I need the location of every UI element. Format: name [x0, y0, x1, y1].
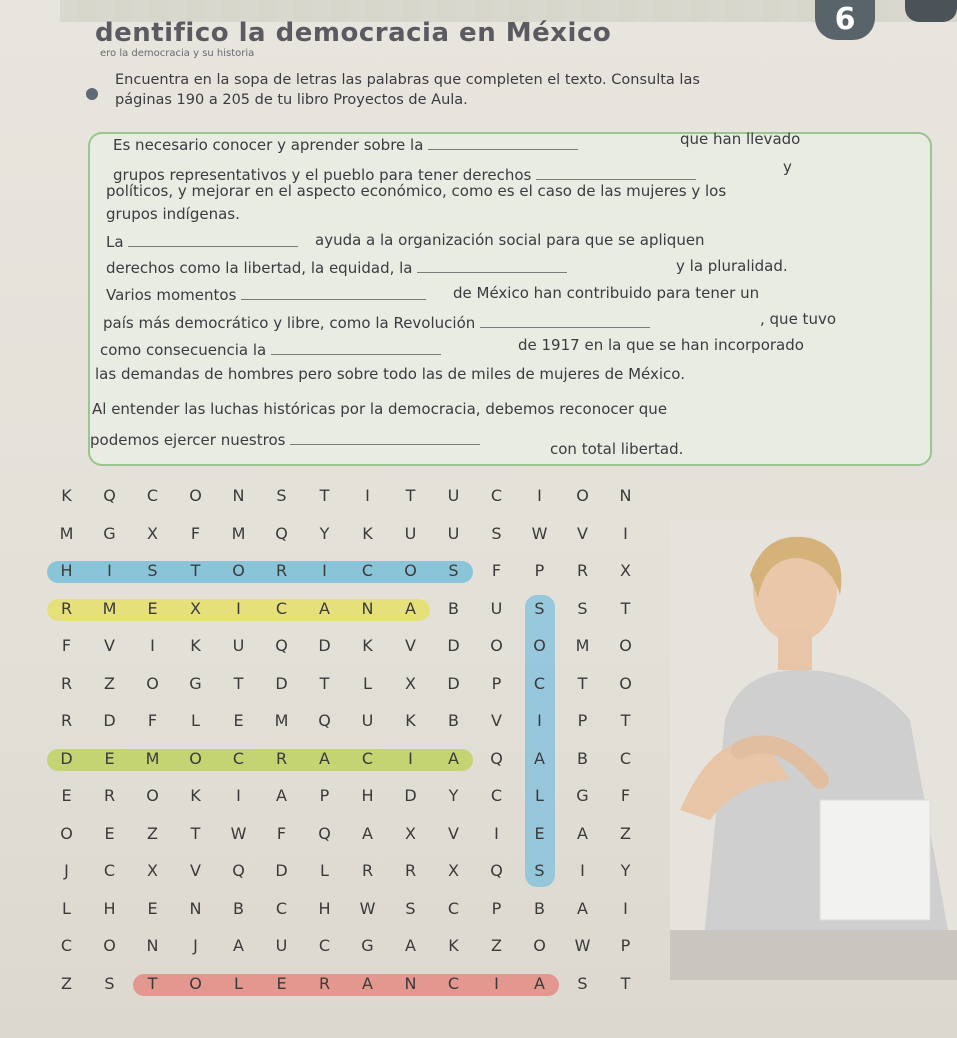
grid-letter[interactable]: Q	[318, 711, 331, 730]
grid-letter[interactable]: L	[191, 711, 200, 730]
grid-letter[interactable]: O	[533, 636, 546, 655]
grid-letter[interactable]: R	[60, 673, 73, 693]
grid-letter[interactable]: Q	[490, 748, 503, 768]
answer-blank[interactable]	[536, 165, 696, 180]
grid-letter[interactable]: D	[60, 748, 73, 768]
page-subtitle: ero la democracia y su historia	[100, 48, 255, 59]
tab-shape	[905, 0, 957, 22]
grid-letter[interactable]: Q	[103, 486, 116, 505]
grid-letter[interactable]: A	[405, 598, 416, 618]
grid-letter[interactable]: O	[232, 561, 245, 580]
grid-letter[interactable]: M	[102, 598, 117, 618]
grid-letter[interactable]: T	[620, 711, 631, 730]
answer-blank[interactable]	[128, 232, 298, 247]
grid-letter[interactable]: R	[361, 861, 374, 880]
grid-letter[interactable]: X	[620, 561, 631, 580]
text-line: las demandas de hombres pero sobre todo las de miles de mujeres de México.	[95, 365, 685, 383]
answer-blank[interactable]	[417, 258, 567, 273]
grid-letter[interactable]: C	[146, 486, 159, 505]
grid-letter[interactable]: F	[61, 636, 72, 655]
grid-letter[interactable]: P	[577, 711, 588, 730]
grid-letter[interactable]: U	[275, 936, 288, 955]
grid-letter[interactable]: X	[448, 861, 459, 880]
grid-letter[interactable]: T	[147, 973, 158, 993]
grid-letter[interactable]: W	[230, 823, 247, 843]
grid-letter[interactable]: P	[319, 786, 330, 805]
grid-letter[interactable]: I	[322, 561, 327, 580]
grid-letter[interactable]: B	[448, 598, 459, 618]
grid-letter[interactable]: C	[60, 936, 73, 955]
grid-letter[interactable]: E	[104, 823, 115, 843]
grid-letter[interactable]: A	[319, 598, 330, 618]
grid-letter[interactable]: J	[64, 861, 69, 880]
grid-letter[interactable]: M	[575, 636, 590, 655]
grid-letter[interactable]: O	[619, 673, 632, 693]
grid-letter[interactable]: G	[576, 786, 589, 805]
grid-letter[interactable]: V	[448, 823, 459, 843]
grid-letter[interactable]: T	[233, 673, 244, 693]
grid-letter[interactable]: O	[60, 823, 73, 843]
grid-letter[interactable]: Z	[147, 823, 158, 843]
grid-letter[interactable]: T	[620, 598, 631, 618]
grid-letter[interactable]: N	[619, 486, 632, 505]
text-line: grupos representativos y el pueblo para tener derechos	[113, 165, 696, 184]
text-line: y	[783, 158, 792, 176]
grid-letter[interactable]: J	[193, 936, 198, 955]
grid-letter[interactable]: L	[320, 861, 329, 880]
grid-letter[interactable]: U	[232, 636, 245, 655]
grid-letter[interactable]: N	[232, 486, 245, 505]
grid-letter[interactable]: V	[104, 636, 115, 655]
grid-letter[interactable]: B	[448, 711, 459, 730]
grid-letter[interactable]: R	[60, 598, 73, 618]
grid-letter[interactable]: T	[319, 673, 330, 693]
grid-letter[interactable]: I	[494, 973, 499, 993]
grid-letter[interactable]: X	[147, 523, 158, 543]
grid-letter[interactable]: O	[189, 748, 202, 768]
grid-letter[interactable]: C	[490, 786, 503, 805]
grid-letter[interactable]: E	[104, 748, 115, 768]
grid-letter[interactable]: Z	[620, 823, 631, 843]
grid-letter[interactable]: A	[534, 973, 545, 993]
grid-letter[interactable]: C	[619, 748, 632, 768]
grid-letter[interactable]: E	[61, 786, 72, 805]
text-line: de México han contribuido para tener un	[453, 284, 760, 302]
text-line: La	[106, 232, 298, 251]
grid-letter[interactable]: D	[318, 636, 331, 655]
text-line: ayuda a la organización social para que se apliquen	[315, 231, 705, 249]
grid-letter[interactable]: T	[190, 823, 201, 843]
grid-letter[interactable]: I	[623, 898, 628, 918]
grid-letter[interactable]: Q	[490, 861, 503, 880]
grid-letter[interactable]: R	[576, 561, 589, 580]
grid-letter[interactable]: O	[146, 673, 159, 693]
grid-letter[interactable]: S	[534, 861, 545, 880]
grid-letter[interactable]: W	[574, 936, 591, 955]
grid-letter[interactable]: K	[190, 636, 201, 655]
grid-letter[interactable]: V	[405, 636, 416, 655]
grid-letter[interactable]: P	[620, 936, 631, 955]
grid-letter[interactable]: F	[276, 823, 287, 843]
grid-letter[interactable]: C	[275, 598, 288, 618]
grid-letter[interactable]: O	[533, 936, 546, 955]
grid-letter[interactable]: O	[404, 561, 417, 580]
grid-letter[interactable]: W	[359, 898, 376, 918]
grid-letter[interactable]: K	[405, 711, 416, 730]
text-line: que han llevado	[680, 130, 801, 148]
text-line: políticos, y mejorar en el aspecto económico, como es el caso de las mujeres y los	[106, 182, 727, 200]
grid-letter[interactable]: E	[147, 898, 158, 918]
grid-letter[interactable]: A	[233, 936, 244, 955]
grid-letter[interactable]: O	[146, 786, 159, 805]
grid-letter[interactable]: T	[319, 486, 330, 505]
text-line: y la pluralidad.	[676, 257, 788, 275]
grid-letter[interactable]: T	[190, 561, 201, 580]
grid-letter[interactable]: Z	[61, 973, 72, 993]
text-line: Al entender las luchas históricas por la democracia, debemos reconocer que	[92, 400, 668, 418]
text-line: podemos ejercer nuestros	[90, 430, 480, 449]
grid-letter[interactable]: B	[534, 898, 545, 918]
grid-letter[interactable]: F	[190, 523, 201, 543]
grid-letter[interactable]: U	[490, 598, 503, 618]
grid-letter[interactable]: T	[577, 673, 588, 693]
grid-letter[interactable]: D	[275, 673, 288, 693]
grid-letter[interactable]: N	[404, 973, 417, 993]
grid-letter[interactable]: S	[491, 523, 502, 543]
grid-letter[interactable]: R	[275, 561, 288, 580]
grid-letter[interactable]: A	[577, 898, 588, 918]
grid-letter[interactable]: S	[405, 898, 416, 918]
grid-letter[interactable]: N	[146, 936, 159, 955]
grid-letter[interactable]: N	[189, 898, 202, 918]
grid-letter[interactable]: C	[447, 973, 460, 993]
grid-letter[interactable]: M	[274, 711, 289, 730]
grid-letter[interactable]: C	[232, 748, 245, 768]
grid-letter[interactable]: V	[577, 523, 588, 543]
grid-letter[interactable]: Q	[232, 861, 245, 880]
grid-letter[interactable]: L	[363, 673, 372, 693]
grid-letter[interactable]: C	[103, 861, 116, 880]
grid-letter[interactable]: Q	[318, 823, 331, 843]
grid-letter[interactable]: I	[494, 823, 499, 843]
grid-letter[interactable]: Q	[275, 523, 288, 543]
grid-letter[interactable]: Y	[319, 523, 330, 543]
grid-letter[interactable]: C	[490, 486, 503, 505]
grid-letter[interactable]: A	[362, 823, 373, 843]
grid-letter[interactable]: I	[408, 748, 413, 768]
grid-letter[interactable]: D	[447, 636, 460, 655]
grid-letter[interactable]: F	[491, 561, 502, 580]
grid-letter[interactable]: S	[577, 598, 588, 618]
answer-blank[interactable]	[271, 340, 441, 355]
grid-letter[interactable]: R	[103, 786, 116, 805]
grid-letter[interactable]: M	[59, 523, 74, 543]
grid-letter[interactable]: Q	[275, 636, 288, 655]
text-line: país más democrático y libre, como la Revolución	[103, 313, 650, 332]
grid-letter[interactable]: L	[234, 973, 243, 993]
grid-letter[interactable]: L	[535, 786, 544, 805]
text-line: derechos como la libertad, la equidad, la	[106, 258, 567, 277]
grid-letter[interactable]: S	[276, 486, 287, 505]
grid-letter[interactable]: A	[405, 936, 416, 955]
grid-letter[interactable]: M	[231, 523, 246, 543]
grid-letter[interactable]: S	[448, 561, 459, 580]
grid-letter[interactable]: A	[577, 823, 588, 843]
bullet-icon	[86, 88, 98, 100]
grid-letter[interactable]: B	[233, 898, 244, 918]
grid-letter[interactable]: V	[491, 711, 502, 730]
grid-letter[interactable]: K	[448, 936, 459, 955]
grid-letter[interactable]: F	[147, 711, 158, 730]
grid-letter[interactable]: P	[491, 898, 502, 918]
grid-letter[interactable]: K	[190, 786, 201, 805]
grid-letter[interactable]: S	[534, 598, 545, 618]
grid-letter[interactable]: U	[447, 523, 460, 543]
grade-badge: 6	[815, 0, 875, 40]
grid-letter[interactable]: G	[103, 523, 116, 543]
grid-letter[interactable]: D	[103, 711, 116, 730]
grid-letter[interactable]: S	[147, 561, 158, 580]
grid-letter[interactable]: P	[491, 673, 502, 693]
grid-letter[interactable]: O	[189, 486, 202, 505]
grid-letter[interactable]: P	[534, 561, 545, 580]
grid-letter[interactable]: E	[276, 973, 287, 993]
grid-letter[interactable]: I	[150, 636, 155, 655]
grid-letter[interactable]: H	[361, 786, 374, 805]
grid-letter[interactable]: I	[365, 486, 370, 505]
grid-letter[interactable]: U	[404, 523, 417, 543]
grid-letter[interactable]: C	[533, 673, 546, 693]
grid-letter[interactable]: R	[275, 748, 288, 768]
word-search-grid[interactable]	[45, 478, 660, 1008]
grid-letter[interactable]: K	[61, 486, 72, 505]
grid-letter[interactable]: Y	[620, 861, 631, 880]
grid-letter[interactable]: G	[189, 673, 202, 693]
grid-letter[interactable]: I	[623, 523, 628, 543]
grid-letter[interactable]: K	[362, 636, 373, 655]
grid-letter[interactable]: X	[405, 673, 416, 693]
grid-letter[interactable]: W	[531, 523, 548, 543]
text-line: , que tuvo	[760, 310, 837, 328]
grid-letter[interactable]: I	[537, 711, 542, 730]
text-line: grupos indígenas.	[106, 205, 240, 223]
grid-letter[interactable]: N	[361, 598, 374, 618]
instructions	[115, 70, 815, 110]
grid-letter[interactable]: M	[145, 748, 160, 768]
grid-letter[interactable]: C	[361, 561, 374, 580]
grid-letter[interactable]: D	[404, 786, 417, 805]
grid-letter[interactable]: O	[619, 636, 632, 655]
grid-letter[interactable]: E	[147, 598, 158, 618]
grid-letter[interactable]: D	[275, 861, 288, 880]
grid-letter[interactable]: I	[580, 861, 585, 880]
grid-letter[interactable]: A	[319, 748, 330, 768]
grid-letter[interactable]: I	[236, 786, 241, 805]
grid-letter[interactable]: R	[404, 861, 417, 880]
grid-letter[interactable]: U	[447, 486, 460, 505]
grid-letter[interactable]: I	[236, 598, 241, 618]
answer-blank[interactable]	[428, 135, 578, 150]
grid-letter[interactable]: I	[107, 561, 112, 580]
instruction-line-1: Encuentra en la sopa de letras las palabras que completen el texto. Consulta las	[115, 72, 700, 88]
grid-letter[interactable]: O	[189, 973, 202, 993]
grid-letter[interactable]: S	[577, 973, 588, 993]
grid-letter[interactable]: O	[103, 936, 116, 955]
grid-letter[interactable]: B	[577, 748, 588, 768]
woman-voting-photo	[670, 520, 957, 980]
grid-letter[interactable]: Y	[448, 786, 459, 805]
text-line: Varios momentos	[106, 285, 426, 304]
grid-letter[interactable]: C	[447, 898, 460, 918]
grid-letter[interactable]: O	[490, 636, 503, 655]
grid-letter[interactable]: X	[147, 861, 158, 880]
text-line: con total libertad.	[550, 440, 684, 458]
grid-letter[interactable]: Z	[491, 936, 502, 955]
grid-letter[interactable]: F	[620, 786, 631, 805]
instruction-line-2: páginas 190 a 205 de tu libro Proyectos de Aula.	[115, 92, 468, 108]
grid-letter[interactable]: H	[103, 898, 116, 918]
grid-letter[interactable]: A	[448, 748, 459, 768]
grid-letter[interactable]: S	[104, 973, 115, 993]
grid-letter[interactable]: A	[362, 973, 373, 993]
page-title: dentifico la democracia en México	[95, 18, 612, 48]
grid-letter[interactable]: A	[276, 786, 287, 805]
grid-letter[interactable]: V	[190, 861, 201, 880]
grid-letter[interactable]: H	[60, 561, 73, 580]
grid-letter[interactable]: O	[576, 486, 589, 505]
grid-letter[interactable]: A	[534, 748, 545, 768]
grid-letter[interactable]: R	[60, 711, 73, 730]
text-line: de 1917 en la que se han incorporado	[518, 336, 804, 354]
grid-letter[interactable]: X	[190, 598, 201, 618]
grid-letter[interactable]: T	[405, 486, 416, 505]
grid-letter[interactable]: X	[405, 823, 416, 843]
grid-letter[interactable]: Z	[104, 673, 115, 693]
grid-letter[interactable]: C	[275, 898, 288, 918]
answer-blank[interactable]	[241, 285, 426, 300]
grid-letter[interactable]: I	[537, 486, 542, 505]
answer-blank[interactable]	[480, 313, 650, 328]
grid-letter[interactable]: R	[318, 973, 331, 993]
grid-letter[interactable]: T	[620, 973, 631, 993]
text-line: Es necesario conocer y aprender sobre la	[113, 135, 578, 154]
grid-letter[interactable]: D	[447, 673, 460, 693]
grid-letter[interactable]: C	[318, 936, 331, 955]
grid-letter[interactable]: U	[361, 711, 374, 730]
grid-letter[interactable]: H	[318, 898, 331, 918]
answer-blank[interactable]	[290, 430, 480, 445]
grid-letter[interactable]: L	[62, 898, 71, 918]
grid-letter[interactable]: E	[534, 823, 545, 843]
grid-letter[interactable]: K	[362, 523, 373, 543]
grid-letter[interactable]: G	[361, 936, 374, 955]
grid-letter[interactable]: E	[233, 711, 244, 730]
grid-letter[interactable]: C	[361, 748, 374, 768]
text-line: como consecuencia la	[100, 340, 441, 359]
